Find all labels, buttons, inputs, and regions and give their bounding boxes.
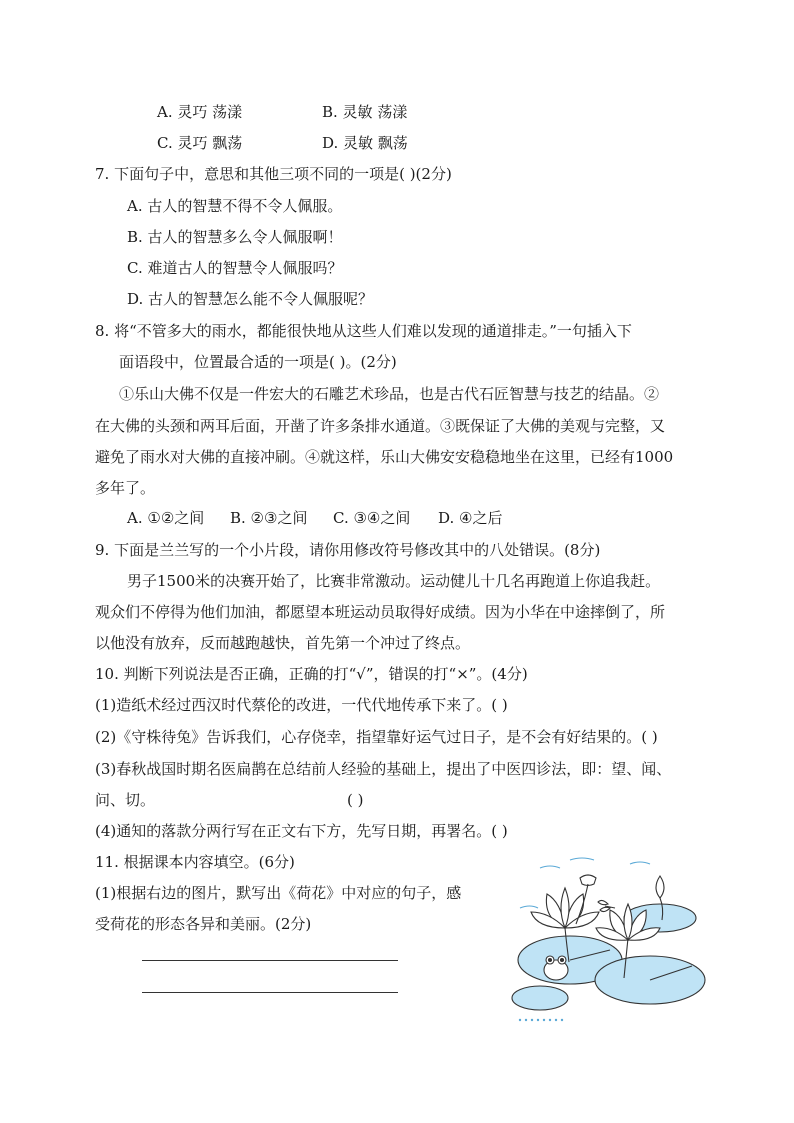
- answer-line-2[interactable]: [142, 992, 398, 993]
- q7-option-b: B. 古人的智慧多么令人佩服啊！: [127, 228, 343, 246]
- q8-option-d: D. ④之后: [438, 509, 503, 527]
- q8-option-a: A. ①②之间: [127, 509, 205, 527]
- q10-item-1: (1)造纸术经过西汉时代蔡伦的改进，一代代地传承下来了。( ): [95, 696, 508, 714]
- q8-option-c: C. ③④之间: [333, 509, 411, 527]
- q10-item-2: (2)《守株待兔》告诉我们，心存侥幸，指望靠好运气过日子，是不会有好结果的。( ): [95, 728, 658, 746]
- q6-option-c: C. 灵巧 飘荡: [157, 134, 243, 152]
- q7-option-c: C. 难道古人的智慧令人佩服吗？: [127, 259, 343, 277]
- q9-passage-line1: 男子1500米的决赛开始了，比赛非常激动。运动健儿十几名再跑道上你追我赶。: [127, 572, 661, 590]
- q8-passage-line3: 避免了雨水对大佛的直接冲刷。④就这样，乐山大佛安安稳稳地坐在这里，已经有1000: [95, 448, 674, 466]
- q9-passage-line3: 以他没有放弃，反而越跑越快，首先第一个冲过了终点。: [95, 634, 471, 652]
- q10-item-4: (4)通知的落款分两行写在正文右下方，先写日期，再署名。( ): [95, 822, 508, 840]
- q11-sub1-line2: 受荷花的形态各异和美丽。(2分): [95, 915, 312, 933]
- q11-stem: 11. 根据课本内容填空。(6分): [95, 853, 295, 871]
- q10-item-3-line2: 问、切。: [95, 791, 156, 809]
- q7-stem: 7. 下面句子中，意思和其他三项不同的一项是( )(2分): [95, 165, 452, 183]
- q6-option-d: D. 灵敏 飘荡: [322, 134, 408, 152]
- lotus-pond-illustration: [510, 848, 706, 1028]
- q10-item-3-answer-bracket: ( ): [347, 791, 364, 809]
- q6-option-b: B. 灵敏 荡漾: [322, 103, 408, 121]
- q8-passage-line2: 在大佛的头颈和两耳后面，开凿了许多条排水通道。③既保证了大佛的美观与完整，又: [95, 417, 666, 435]
- q9-stem: 9. 下面是兰兰写的一个小片段，请你用修改符号修改其中的八处错误。(8分): [95, 541, 601, 559]
- answer-line-1[interactable]: [142, 960, 398, 961]
- q6-option-a: A. 灵巧 荡漾: [157, 103, 243, 121]
- q10-item-3-line1: (3)春秋战国时期名医扁鹊在总结前人经验的基础上，提出了中医四诊法，即：望、闻、: [95, 760, 672, 778]
- q8-stem-line1: 8. 将“不管多大的雨水，都能很快地从这些人们难以发现的通道排走。”一句插入下: [95, 322, 632, 340]
- q7-option-a: A. 古人的智慧不得不令人佩服。: [127, 197, 343, 215]
- q9-passage-line2: 观众们不停得为他们加油，都愿望本班运动员取得好成绩。因为小华在中途摔倒了，所: [95, 603, 666, 621]
- q8-passage-line1: ①乐山大佛不仅是一件宏大的石雕艺术珍品，也是古代石匠智慧与技艺的结晶。②: [119, 385, 660, 403]
- q11-sub1-line1: (1)根据右边的图片，默写出《荷花》中对应的句子，感: [95, 884, 462, 902]
- q8-option-b: B. ②③之间: [230, 509, 308, 527]
- q10-stem: 10. 判断下列说法是否正确，正确的打“√”，错误的打“×”。(4分): [95, 665, 528, 683]
- q8-stem-line2: 面语段中，位置最合适的一项是( )。(2分): [119, 353, 397, 371]
- q8-passage-line4: 多年了。: [95, 479, 156, 497]
- q7-option-d: D. 古人的智慧怎么能不令人佩服呢？: [127, 290, 374, 308]
